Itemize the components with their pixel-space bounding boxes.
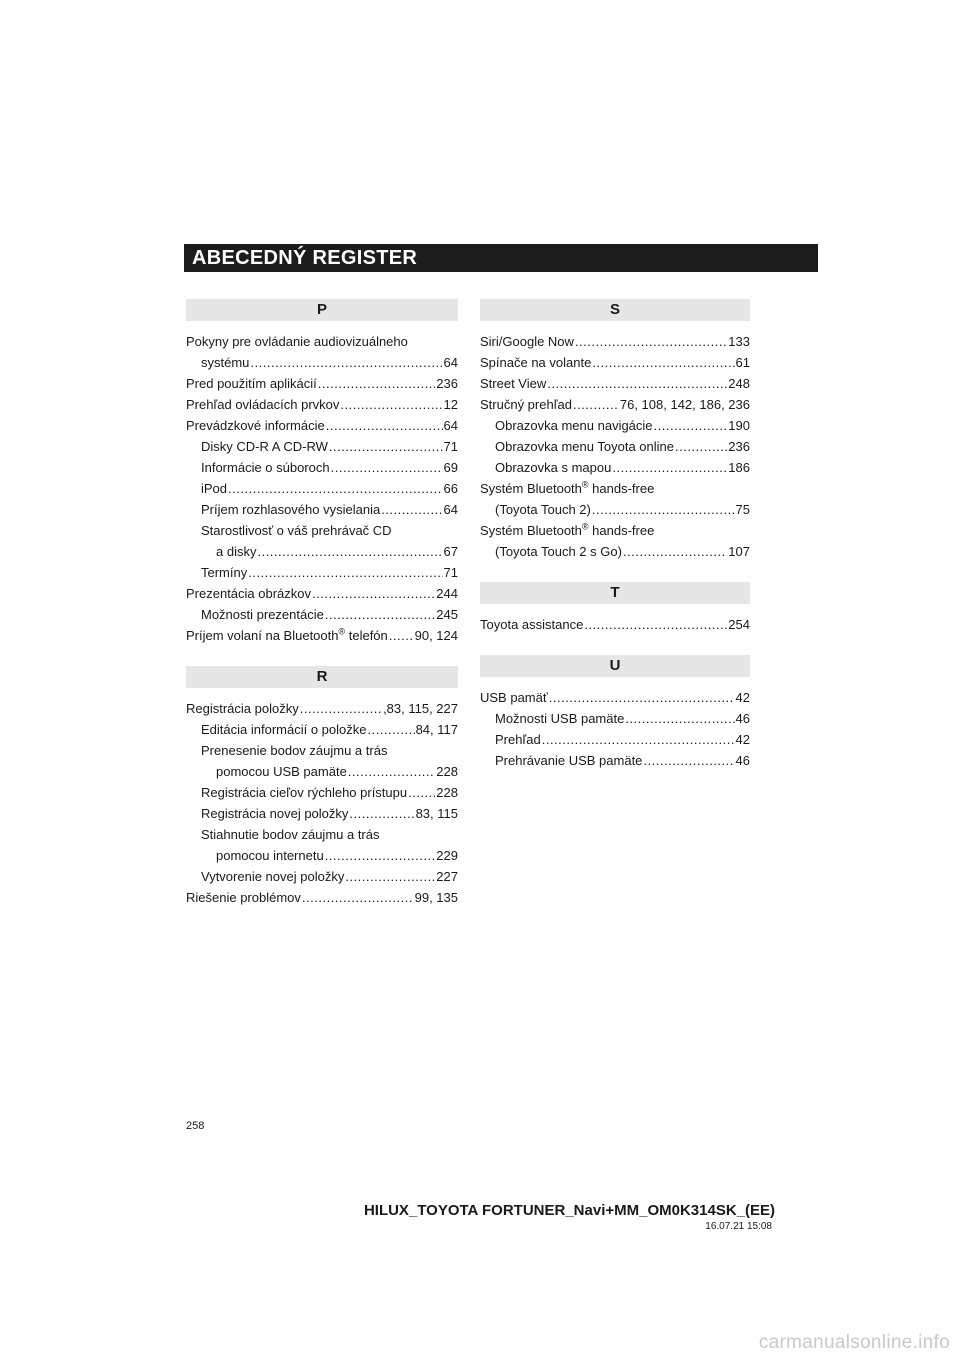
entry-page: 69 — [443, 460, 458, 475]
entry-text: USB pamäť — [480, 690, 548, 705]
entry-page: 46 — [735, 711, 750, 726]
entry-page: 236 — [436, 376, 458, 391]
entry-page: 248 — [728, 376, 750, 391]
index-entry — [186, 583, 458, 604]
entry-page: 46 — [735, 753, 750, 768]
entry-text: Informácie o súboroch — [201, 460, 330, 475]
index-entry — [186, 394, 458, 415]
index-entry — [186, 415, 458, 436]
index-subentry — [186, 824, 458, 866]
index-subentry — [480, 457, 750, 478]
entry-text: Možnosti USB pamäte — [495, 711, 625, 726]
entry-page: 12 — [443, 397, 458, 412]
entry-page: 190 — [728, 418, 750, 433]
index-subentry — [186, 436, 458, 457]
index-entry — [480, 373, 750, 394]
entry-page: 83, 115 — [415, 806, 458, 821]
section-s — [480, 299, 750, 562]
print-timestamp: 16.07.21 15:08 — [705, 1221, 772, 1232]
index-subentry — [186, 782, 458, 803]
index-subentry — [186, 478, 458, 499]
index-subentry — [186, 866, 458, 887]
section-heading-r: R — [186, 666, 458, 688]
entry-page: 42 — [735, 732, 750, 747]
section-u — [480, 655, 750, 771]
entry-text: Systém Bluetooth® hands-free — [480, 521, 655, 538]
index-entry — [186, 373, 458, 394]
entry-page: 228 — [436, 764, 458, 779]
index-entry — [480, 478, 750, 520]
section-r — [186, 666, 458, 908]
entry-text: Príjem volaní na Bluetooth® telefón — [186, 626, 388, 643]
entry-text: Editácia informácií o položke — [201, 722, 367, 737]
entry-page: 245 — [436, 607, 458, 622]
index-subentry — [480, 750, 750, 771]
entry-page: 71 — [443, 565, 458, 580]
entry-page: 67 — [443, 544, 458, 559]
index-subentry — [480, 436, 750, 457]
entry-text: Registrácia položky — [186, 701, 299, 716]
entry-page: 42 — [735, 690, 750, 705]
entry-text: Siri/Google Now — [480, 334, 574, 349]
entry-page: 228 — [436, 785, 458, 800]
entry-page: 236 — [728, 439, 750, 454]
entry-page: 64 — [443, 502, 458, 517]
entry-page: 64 — [443, 355, 458, 370]
index-entry — [186, 887, 458, 908]
entry-page: 229 — [436, 848, 458, 863]
right-column — [480, 299, 750, 791]
index-entry — [480, 394, 750, 415]
entry-text: Obrazovka menu Toyota online — [495, 439, 674, 454]
entry-text: Starostlivosť o váš prehrávač CD — [201, 523, 392, 538]
section-t — [480, 582, 750, 635]
entry-text: a disky — [216, 544, 257, 559]
index-subentry — [186, 719, 458, 740]
entry-text: (Toyota Touch 2 s Go) — [495, 544, 622, 559]
entry-text: Prehľad ovládacích prvkov — [186, 397, 340, 412]
entry-text: Disky CD-R A CD-RW — [201, 439, 328, 454]
index-entry — [186, 625, 458, 646]
index-subentry — [480, 415, 750, 436]
index-entry — [480, 331, 750, 352]
index-subentry — [186, 604, 458, 625]
section-heading-p: P — [186, 299, 458, 321]
entry-text: systému — [201, 355, 250, 370]
entry-text: Obrazovka menu navigácie — [495, 418, 653, 433]
entry-page: 244 — [436, 586, 458, 601]
entry-text: pomocou internetu — [216, 848, 324, 863]
entry-page: 227 — [436, 869, 458, 884]
entry-text: Registrácia cieľov rýchleho prístupu — [201, 785, 408, 800]
index-subentry — [186, 562, 458, 583]
entry-text: Riešenie problémov — [186, 890, 301, 905]
entry-page: 61 — [735, 355, 750, 370]
entry-text: Toyota assistance — [480, 617, 584, 632]
page-number: 258 — [186, 1120, 205, 1132]
entry-page: 186 — [728, 460, 750, 475]
section-p — [186, 299, 458, 646]
index-entry — [480, 520, 750, 562]
section-heading-t: T — [480, 582, 750, 604]
entry-text: Prehrávanie USB pamäte — [495, 753, 643, 768]
header-bar — [184, 244, 818, 272]
entry-page: 107 — [728, 544, 750, 559]
entry-text: Stiahnutie bodov záujmu a trás — [201, 827, 380, 842]
entry-text: (Toyota Touch 2) — [495, 502, 591, 517]
entry-text: iPod — [201, 481, 228, 496]
index-entry — [186, 331, 458, 373]
entry-text: Stručný prehľad — [480, 397, 572, 412]
entry-page: 99, 135 — [414, 890, 458, 905]
left-column — [186, 299, 458, 928]
entry-page: 64 — [443, 418, 458, 433]
entry-text: Spínače na volante — [480, 355, 592, 370]
entry-text: Vytvorenie novej položky — [201, 869, 345, 884]
entry-text: Pred použitím aplikácií — [186, 376, 317, 391]
entry-text: pomocou USB pamäte — [216, 764, 347, 779]
index-entry — [480, 352, 750, 373]
entry-text: Prezentácia obrázkov — [186, 586, 312, 601]
entry-text: Systém Bluetooth® hands-free — [480, 479, 655, 496]
document-id: HILUX_TOYOTA FORTUNER_Navi+MM_OM0K314SK_(EE) — [363, 1202, 775, 1219]
entry-text: Pokyny pre ovládanie audiovizuálneho — [186, 334, 408, 349]
entry-text: Možnosti prezentácie — [201, 607, 324, 622]
entry-text: Termíny — [201, 565, 248, 580]
watermark: carmanualsonline.info — [758, 1332, 950, 1353]
page-title: ABECEDNÝ REGISTER — [192, 247, 418, 269]
index-subentry — [480, 708, 750, 729]
entry-text: Príjem rozhlasového vysielania — [201, 502, 381, 517]
index-subentry — [186, 520, 458, 562]
index-subentry — [480, 729, 750, 750]
entry-page: 133 — [728, 334, 750, 349]
entry-text: Prevádzkové informácie — [186, 418, 325, 433]
entry-page: 71 — [443, 439, 458, 454]
entry-page: 75 — [735, 502, 750, 517]
entry-page: 90, 124 — [414, 628, 458, 643]
entry-text: Registrácia novej položky — [201, 806, 349, 821]
entry-page: 84, 117 — [415, 722, 458, 737]
index-subentry — [186, 803, 458, 824]
section-heading-u: U — [480, 655, 750, 677]
entry-page: 66 — [443, 481, 458, 496]
entry-page: 254 — [728, 617, 750, 632]
entry-text: Obrazovka s mapou — [495, 460, 612, 475]
index-entry — [480, 614, 750, 635]
entry-text: Street View — [480, 376, 547, 391]
entry-text: Prenesenie bodov záujmu a trás — [201, 743, 388, 758]
entry-page: 76, 108, 142, 186, 236 — [619, 397, 750, 412]
index-subentry — [186, 499, 458, 520]
entry-text: Prehľad — [495, 732, 541, 747]
index-subentry — [186, 740, 458, 782]
index-subentry — [186, 457, 458, 478]
section-heading-s: S — [480, 299, 750, 321]
index-entry — [186, 698, 458, 719]
index-entry — [480, 687, 750, 708]
entry-page: ,83, 115, 227 — [383, 701, 458, 716]
